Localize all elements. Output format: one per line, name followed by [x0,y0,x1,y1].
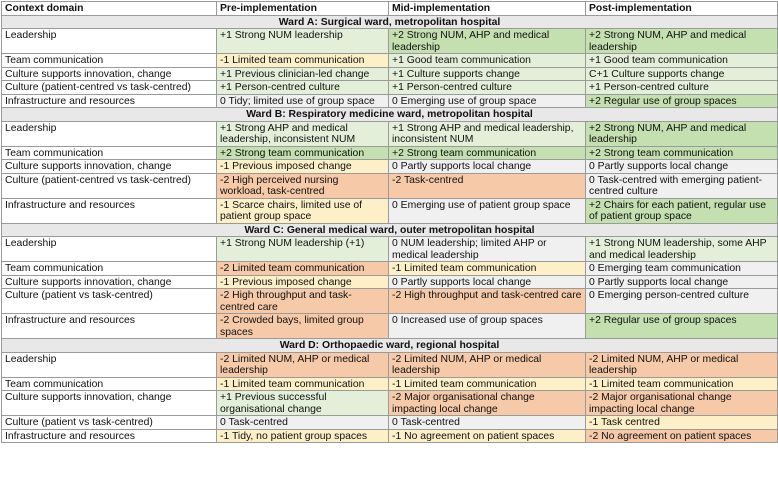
mid-implementation-cell: +1 Person-centred culture [389,81,586,95]
post-implementation-cell: 0 Partly supports local change [586,275,778,289]
context-domain-cell: Leadership [2,237,217,262]
pre-implementation-cell: +1 Strong NUM leadership (+1) [217,237,389,262]
mid-implementation-cell: -2 Limited NUM, AHP or medical leadership [389,352,586,377]
table-body [2,15,778,443]
post-implementation-cell: 0 Partly supports local change [586,160,778,174]
mid-implementation-cell: 0 Increased use of group spaces [389,314,586,339]
ward-section-row [2,339,778,353]
pre-implementation-cell: -2 Limited team communication [217,262,389,276]
mid-implementation-cell: +1 Good team communication [389,54,586,68]
table-row [2,94,778,108]
mid-implementation-cell: 0 Task-centred [389,416,586,430]
table-row [2,54,778,68]
mid-implementation-cell: 0 Emerging use of patient group space [389,198,586,223]
pre-implementation-cell: -1 Limited team communication [217,54,389,68]
mid-implementation-cell: +1 Strong AHP and medical leadership, inconsistent NUM [389,121,586,146]
mid-implementation-cell: +2 Strong NUM, AHP and medical leadership [389,29,586,54]
post-implementation-cell: 0 Emerging team communication [586,262,778,276]
post-implementation-cell: +1 Good team communication [586,54,778,68]
post-implementation-cell: C+1 Culture supports change [586,67,778,81]
ward-section-title: Ward A: Surgical ward, metropolitan hospital [2,15,778,29]
pre-implementation-cell: -2 Crowded bays, limited group spaces [217,314,389,339]
post-implementation-cell: +2 Regular use of group spaces [586,314,778,339]
column-header-post: Post-implementation [586,2,778,16]
context-domain-cell: Culture supports innovation, change [2,67,217,81]
pre-implementation-cell: -2 High throughput and task-centred care [217,289,389,314]
column-header-domain: Context domain [2,2,217,16]
pre-implementation-cell: -1 Previous imposed change [217,275,389,289]
context-domain-cell: Culture (patient vs task-centred) [2,289,217,314]
table-row [2,29,778,54]
post-implementation-cell: +2 Strong team communication [586,146,778,160]
context-domain-cell: Culture (patient-centred vs task-centred) [2,173,217,198]
post-implementation-cell: +2 Regular use of group spaces [586,94,778,108]
context-domain-cell: Team communication [2,377,217,391]
context-domain-cell: Culture (patient vs task-centred) [2,416,217,430]
table-row [2,377,778,391]
column-header-pre: Pre-implementation [217,2,389,16]
table-row [2,237,778,262]
context-domain-cell: Culture (patient-centred vs task-centred) [2,81,217,95]
pre-implementation-cell: 0 Tidy; limited use of group space [217,94,389,108]
context-domain-cell: Team communication [2,146,217,160]
post-implementation-cell: -1 Task centred [586,416,778,430]
pre-implementation-cell: -1 Tidy, no patient group spaces [217,429,389,443]
pre-implementation-cell: +2 Strong team communication [217,146,389,160]
ward-section-title: Ward C: General medical ward, outer metropolitan hospital [2,223,778,237]
table-header [2,2,778,16]
table-row [2,429,778,443]
mid-implementation-cell: -2 Task-centred [389,173,586,198]
pre-implementation-cell: -1 Previous imposed change [217,160,389,174]
mid-implementation-cell: 0 Emerging use of group space [389,94,586,108]
pre-implementation-cell: -2 High perceived nursing workload, task-centred [217,173,389,198]
mid-implementation-cell: +1 Culture supports change [389,67,586,81]
post-implementation-cell: +2 Chairs for each patient, regular use of patient group space [586,198,778,223]
pre-implementation-cell: +1 Strong AHP and medical leadership, inconsistent NUM [217,121,389,146]
table-row [2,262,778,276]
table-row [2,198,778,223]
table-row [2,146,778,160]
table-row [2,173,778,198]
ward-section-title: Ward B: Respiratory medicine ward, metropolitan hospital [2,108,778,122]
table-row [2,352,778,377]
mid-implementation-cell: 0 Partly supports local change [389,160,586,174]
context-domain-cell: Team communication [2,262,217,276]
mid-implementation-cell: 0 NUM leadership; limited AHP or medical leadership [389,237,586,262]
pre-implementation-cell: -2 Limited NUM, AHP or medical leadership [217,352,389,377]
table-row [2,275,778,289]
table-row [2,314,778,339]
context-domain-cell: Infrastructure and resources [2,198,217,223]
column-header-mid: Mid-implementation [389,2,586,16]
context-domain-cell: Team communication [2,54,217,68]
pre-implementation-cell: +1 Strong NUM leadership [217,29,389,54]
table-row [2,121,778,146]
post-implementation-cell: 0 Task-centred with emerging patient-centred culture [586,173,778,198]
context-domain-cell: Culture supports innovation, change [2,391,217,416]
post-implementation-cell: -1 Limited team communication [586,377,778,391]
table-row [2,160,778,174]
table-row [2,416,778,430]
ward-section-row [2,15,778,29]
mid-implementation-cell: -2 Major organisational change impacting local change [389,391,586,416]
pre-implementation-cell: -1 Limited team communication [217,377,389,391]
post-implementation-cell: +2 Strong NUM, AHP and medical leadership [586,29,778,54]
mid-implementation-cell: -2 High throughput and task-centred care [389,289,586,314]
pre-implementation-cell: +1 Previous clinician-led change [217,67,389,81]
context-domain-cell: Infrastructure and resources [2,314,217,339]
post-implementation-cell: -2 Limited NUM, AHP or medical leadership [586,352,778,377]
post-implementation-cell: +2 Strong NUM, AHP and medical leadership [586,121,778,146]
pre-implementation-cell: -1 Scarce chairs, limited use of patient group space [217,198,389,223]
context-domain-cell: Leadership [2,121,217,146]
post-implementation-cell: +1 Person-centred culture [586,81,778,95]
mid-implementation-cell: -1 Limited team communication [389,262,586,276]
context-domain-cell: Culture supports innovation, change [2,275,217,289]
context-domain-cell: Leadership [2,352,217,377]
pre-implementation-cell: 0 Task-centred [217,416,389,430]
header-row [2,2,778,16]
post-implementation-cell: 0 Emerging person-centred culture [586,289,778,314]
table-row [2,81,778,95]
mid-implementation-cell: -1 No agreement on patient spaces [389,429,586,443]
pre-implementation-cell: +1 Previous successful organisational change [217,391,389,416]
pre-implementation-cell: +1 Person-centred culture [217,81,389,95]
post-implementation-cell: -2 Major organisational change impacting local change [586,391,778,416]
context-domain-cell: Culture supports innovation, change [2,160,217,174]
ward-section-row [2,223,778,237]
context-domain-cell: Infrastructure and resources [2,94,217,108]
mid-implementation-cell: -1 Limited team communication [389,377,586,391]
post-implementation-cell: -2 No agreement on patient spaces [586,429,778,443]
post-implementation-cell: +1 Strong NUM leadership, some AHP and medical leadership [586,237,778,262]
ward-section-row [2,108,778,122]
ward-section-title: Ward D: Orthopaedic ward, regional hospital [2,339,778,353]
context-domain-table [1,1,778,443]
context-domain-cell: Leadership [2,29,217,54]
table-row [2,289,778,314]
mid-implementation-cell: 0 Partly supports local change [389,275,586,289]
mid-implementation-cell: +2 Strong team communication [389,146,586,160]
table-row [2,391,778,416]
table-row [2,67,778,81]
context-domain-cell: Infrastructure and resources [2,429,217,443]
